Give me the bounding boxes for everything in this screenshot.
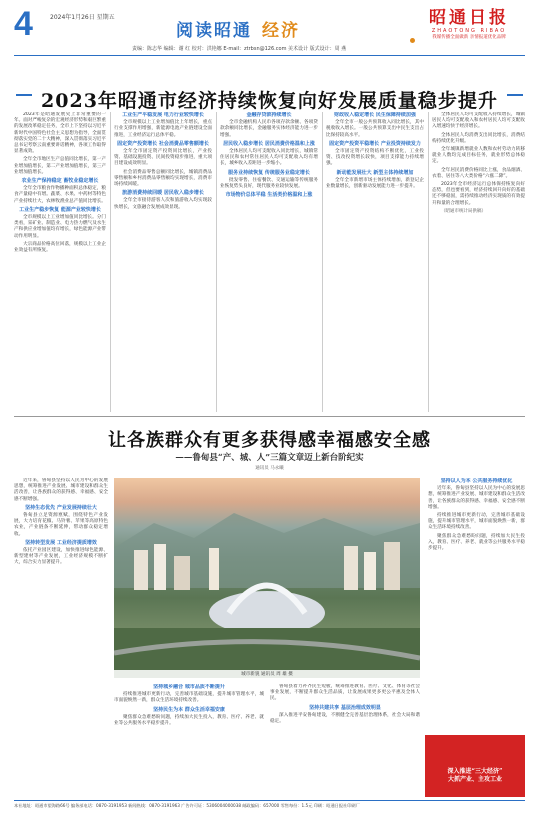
column-subheading: 坚持生态优先 产业发展持续壮大 bbox=[25, 504, 97, 511]
paragraph: 全年全市粮食作物播种面积总体稳定，粮食产量稳中有增。蔬菜、水果、中药材等特色产业持续壮大，农林牧渔业总产值同比增长。 bbox=[14, 186, 106, 204]
article-source: （昭通市统计局供稿） bbox=[441, 208, 486, 214]
column-subheading: 居民收入稳步增长 居民消费价格温和上涨 bbox=[223, 140, 315, 147]
paragraph: 持续推进城市更新行动，完善城市基础设施，提升城市管理水平，城市面貌焕然一新，群众生活环境持续改善。 bbox=[428, 513, 525, 531]
column-subheading: 工业生产稳步恢复 能源产业较快增长 bbox=[19, 206, 101, 213]
column-divider bbox=[428, 112, 429, 412]
article-column-3 bbox=[220, 112, 318, 412]
brand-name: 昭通日报 bbox=[429, 8, 509, 28]
promo-line-2: 大抓产业、主攻工业 bbox=[447, 776, 502, 783]
date-line: 2024年1月26日 星期五 bbox=[50, 14, 115, 21]
headline-decoration-right bbox=[507, 94, 523, 102]
paragraph: 批发零售、住宿餐饮、交通运输等传统服务业恢复势头良好，现代服务业较快发展。 bbox=[220, 177, 318, 190]
column-subheading: 市场物价总体平稳 生活类价格温和上涨 bbox=[225, 192, 313, 199]
paragraph: 2023年全市经济运行总体保持恢复向好态势，但也要看到，经济持续回升向好的基础还不够稳固，需持续推动经济实现质的有效提升和量的合理增长。 bbox=[432, 182, 525, 206]
paragraph: 全市规模以上工业增加值比上年增长，重点行业支撑作用增强，新能源电池产业链建设全面推进，工业经济运行总体平稳。 bbox=[114, 120, 212, 138]
paragraph: 近年来，鲁甸县坚持以人民为中心的发展思想，统筹推进产业发展、城市建设和群众生活改善，让各族群众的获得感、幸福感、安全感不断增强。 bbox=[428, 486, 525, 510]
column-subheading: 工业生产平稳发展 电力行业较快增长 bbox=[122, 112, 204, 118]
paragraph: 全年全市固定资产投资同比增长，产业投资、基础设施投资、民间投资稳步推进，重大项目建设成效明显。 bbox=[114, 149, 212, 167]
article-column-5 bbox=[432, 112, 525, 412]
lower-column-3 bbox=[270, 684, 420, 796]
paragraph: 依托产业园区建设，加快推进绿色能源、新型建材等产业发展，工业经济规模不断扩大，综合实力显著提升。 bbox=[14, 548, 108, 566]
article-column-1 bbox=[14, 112, 106, 412]
paragraph: 全年全市一般公共预算收入同比增长，其中税收收入增长。一般公共预算支出中民生支出占比保持较高水平。 bbox=[326, 120, 424, 138]
city-photo-illustration bbox=[114, 478, 420, 678]
paragraph: 鲁甸县着力补齐民生短板，统筹推进教育、医疗、文化、体育等社会事业发展，不断提升群众生活品质，让发展成果更多更公平惠及全体人民。 bbox=[270, 684, 420, 702]
paragraph: 全年全市地区生产总值同比增长，第一产业增加值增长，第二产业增加值增长，第三产业增加值增长。 bbox=[14, 157, 106, 175]
column-subheading: 固定资产投资平稳增长 产业投资持续发力 bbox=[329, 140, 421, 147]
paragraph: 全体居民人均可支配收入同比增长，城镇常住居民和农村常住居民人均可支配收入均有增长，城乡收入差距进一步缩小。 bbox=[220, 149, 318, 167]
column-subheading: 坚持以人为本 公共服务持续优化 bbox=[440, 478, 513, 484]
article-column-2 bbox=[114, 112, 212, 412]
lower-byline: 通讯员 马永曦 bbox=[255, 466, 284, 471]
section-title-a: 阅读昭通 bbox=[176, 21, 252, 41]
paragraph: 持续推进城市更新行动，完善城市基础设施，提升城市管理水平，城市面貌焕然一新，群众生活环境持续改善。 bbox=[114, 692, 264, 704]
column-subheading: 旅游消费持续回暖 居民收入稳步增长 bbox=[122, 190, 204, 197]
lower-column-2 bbox=[114, 684, 264, 796]
lower-column-1 bbox=[14, 478, 108, 796]
paragraph: 2023年是昭通发展史上非常重要的一年。面对严峻复杂的宏观经济形势和艰巨繁重的发展改革稳定任务，全市上下坚持以习近平新时代中国特色社会主义思想为指导，全面贯彻落实党的二十大精神，深入贯彻落实习近平总书记考察云南重要讲话精神，各项工作取得显著成效。 bbox=[14, 112, 106, 155]
column-divider bbox=[322, 112, 323, 412]
brand-sub: 我媒传播全面做新 亲情报道优化品牌 bbox=[432, 35, 506, 40]
column-subheading: 坚持共建共享 基层治理成效明显 bbox=[309, 704, 381, 711]
promo-line-1: 深入推进“三大经济” bbox=[447, 768, 503, 775]
paragraph: 大宗商品价格高位回落，规模以上工业企业效益有所恢复。 bbox=[14, 241, 106, 254]
article-column-4 bbox=[326, 112, 424, 412]
section-title bbox=[176, 16, 300, 41]
paragraph: 聚焦群众急难愁盼问题，持续加大民生投入，教育、医疗、养老、就业等公共服务水平稳步提升。 bbox=[428, 533, 525, 552]
paragraph: 全市规模以上工业增加值同比增长。分门类看，采矿业、制造业、电力热力燃气及水生产和供应业增加值均有增长，绿色能源产业带动作用明显。 bbox=[14, 215, 106, 239]
column-subheading: 坚持转型发展 工业经济提质增效 bbox=[25, 539, 97, 546]
paragraph: 全体居民人均消费支出同比增长，消费结构持续优化升级。 bbox=[432, 132, 525, 144]
top-divider bbox=[14, 55, 525, 56]
column-subheading: 金融存贷款持续增长 bbox=[246, 112, 292, 118]
paragraph: 聚焦群众急难愁盼问题，持续加大民生投入，教育、医疗、养老、就业等公共服务水平稳步提升。 bbox=[114, 714, 264, 727]
promo-banner-text bbox=[429, 768, 521, 784]
paragraph: 深入推进平安鲁甸建设，不断健全完善基层治理体系，社会大局和谐稳定。 bbox=[270, 712, 420, 725]
newspaper-brand bbox=[413, 3, 525, 43]
paragraph: 全年全市新增市场主体持续增加，新登记企业数量增长，创新驱动发展能力进一步提升。 bbox=[326, 177, 424, 190]
paragraph: 近年来，鲁甸县坚持以人民为中心的发展思想，统筹推进产业发展、城市建设和群众生活改善，让各族群众的获得感、幸福感、安全感不断增强。 bbox=[14, 478, 108, 502]
lower-subheadline: ——鲁甸县“产、城、人”三篇文章迈上新台阶纪实 bbox=[175, 453, 364, 463]
paragraph: 全市金融机构人民币各项存款余额、各项贷款余额同比增长，金融服务实体经济能力进一步增强。 bbox=[220, 120, 318, 138]
paragraph: 鲁甸县立足资源禀赋，围绕特色产业发展，大力培育花椒、马铃薯、苹果等高原特色农业，产业链条不断延伸，带动群众稳定增收。 bbox=[14, 513, 108, 537]
column-subheading: 财政收入稳定增长 民生保障持续加强 bbox=[334, 112, 416, 118]
column-subheading: 固定资产投资增长 社会消费品零售额增长 bbox=[117, 140, 209, 147]
column-subheading: 服务业持续恢复 传统服务业稳定增长 bbox=[228, 169, 310, 176]
paragraph: 全年居民消费价格同比上涨，食品烟酒、衣着、居住等八大类价格“六涨二降”。 bbox=[432, 167, 525, 179]
page-number: 4 bbox=[14, 5, 33, 43]
column-subheading: 坚持民生为本 群众生活幸福安康 bbox=[153, 706, 225, 713]
photo-caption: 城市新貌 通讯员 周 雄 摄 bbox=[114, 670, 420, 678]
column-subheading: 农业生产保持稳定 畜牧业稳定增长 bbox=[21, 178, 99, 185]
promo-banner bbox=[425, 735, 525, 797]
column-subheading: 新动能发展壮大 新型主体持续增加 bbox=[336, 169, 414, 176]
masthead bbox=[0, 0, 539, 62]
column-subheading: 坚持城乡融合 城市品质不断提升 bbox=[153, 684, 225, 690]
brand-en: ZHAOTONG RIBAO bbox=[431, 28, 507, 34]
paragraph: 全市固定资产投资结构不断优化，工业投资、技改投资增长较快，项目支撑能力持续增强。 bbox=[326, 149, 424, 167]
paragraph: 社会消费品零售总额同比增长，城镇消费品零售额和乡村消费品零售额均实现增长，消费市场持续回暖。 bbox=[114, 169, 212, 188]
lead-headline: 2023年昭通市经济持续恢复向好发展质量稳步提升 bbox=[41, 90, 498, 112]
paragraph: 全年城镇新增就业人数和农村劳动力转移就业人数均完成目标任务，就业形势总体稳定。 bbox=[432, 147, 525, 165]
column-divider bbox=[110, 112, 111, 412]
footer: 本社地址：昭通市望海路66号 编务部电话：0870-3191953 新闻热线：0870-3191963 广告许可证：5306004000038 邮政编码：657000 零售每份：1.5元 印刷：昭通日报社印刷厂 bbox=[14, 800, 525, 813]
section-title-b: 经济 bbox=[262, 21, 300, 41]
city-photo bbox=[114, 478, 420, 678]
lower-headline: 让各族群众有更多获得感幸福感安全感 bbox=[108, 430, 431, 451]
paragraph: 全体居民人均可支配收入持续增长，城镇居民人均可支配收入和农村居民人均可支配收入增速均快于经济增长。 bbox=[432, 112, 525, 130]
section-divider bbox=[14, 416, 525, 417]
column-divider bbox=[216, 112, 217, 412]
editors-line: 责编：陈志华 编辑：谢 红 校对：洪艳娜 E-mail：ztrbsn@126.com 美术设计 版式设计：周 燕 bbox=[132, 46, 347, 52]
lower-column-4 bbox=[428, 478, 525, 730]
paragraph: 全年全市接待游客人次和旅游收入均实现较快增长，文旅融合发展成效显现。 bbox=[114, 198, 212, 210]
